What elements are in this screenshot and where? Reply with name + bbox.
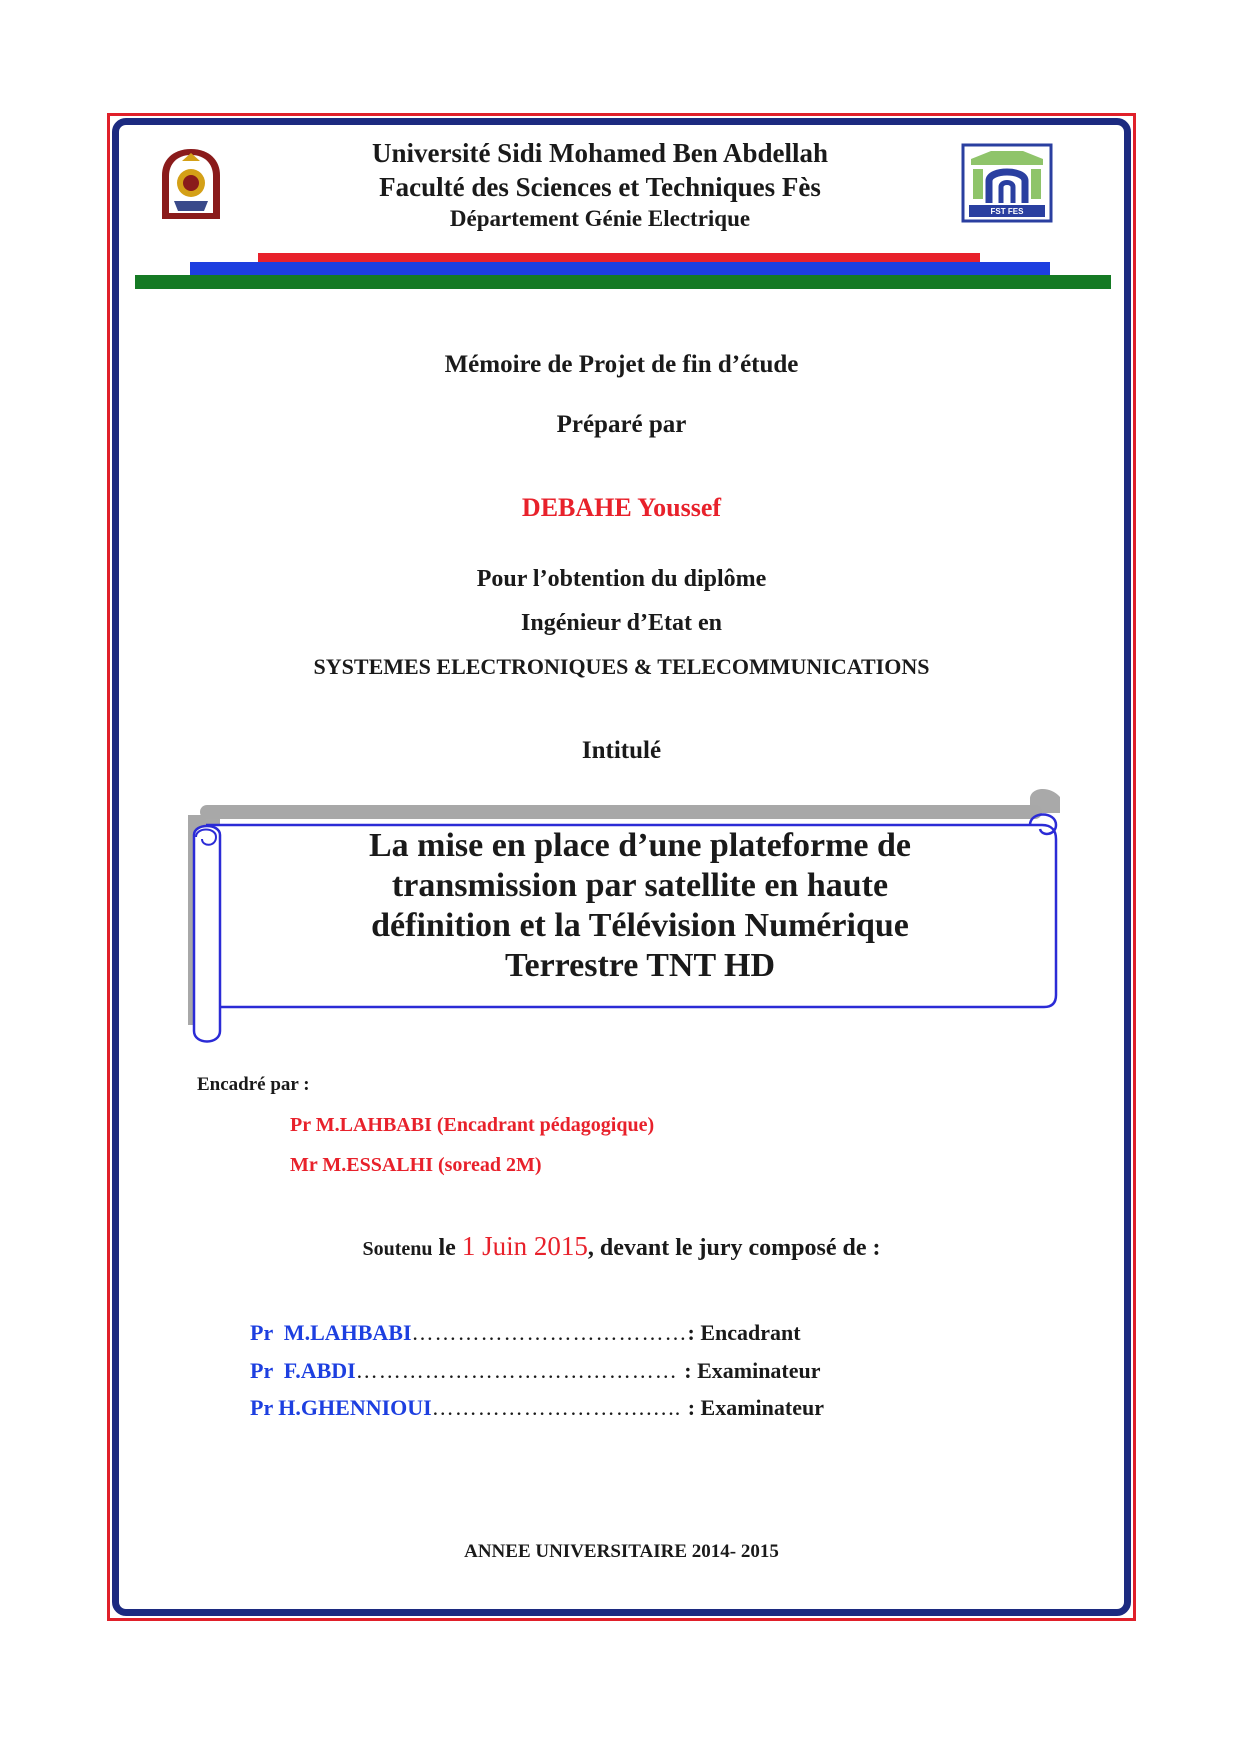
jury-dots: ……………………………………	[355, 1358, 685, 1383]
defense-le: le	[432, 1235, 462, 1261]
header-red-bar	[258, 253, 980, 262]
university-name: Université Sidi Mohamed Ben Abdellah	[371, 138, 829, 168]
supervisor-item: Mr M.ESSALHI (soread 2M)	[290, 1154, 542, 1176]
jury-member-role: : Encadrant	[687, 1320, 801, 1345]
intitule-label: Intitulé	[581, 737, 662, 764]
jury-row	[250, 1395, 824, 1421]
jury-member-role: : Examinateur	[687, 1395, 824, 1420]
faculty-name: Faculté des Sciences et Techniques Fès	[379, 172, 821, 202]
academic-year: ANNEE UNIVERSITAIRE 2014- 2015	[464, 1541, 779, 1562]
thesis-title-line: La mise en place d’une plateforme de	[368, 827, 912, 864]
defense-date: 1 Juin 2015	[461, 1231, 588, 1261]
defense-line	[112, 1231, 1131, 1262]
department-name: Département Génie Electrique	[449, 206, 751, 231]
diploma-line: Pour l’obtention du diplôme	[476, 566, 767, 592]
jury-member-name: Pr H.GHENNIOUI	[250, 1395, 432, 1420]
defense-prefix: Soutenu	[362, 1238, 433, 1260]
memoire-heading: Mémoire de Projet de fin d’étude	[444, 351, 799, 378]
jury-dots: ………………………………	[411, 1320, 688, 1345]
fst-fes-logo	[961, 143, 1053, 223]
jury-member-name: Pr M.LAHBABI	[250, 1320, 412, 1345]
thesis-title	[320, 826, 960, 986]
fst-fes-logo-text: FST FES	[990, 207, 1024, 216]
thesis-title-line: transmission par satellite en haute	[391, 867, 889, 904]
jury-member-role: : Examinateur	[684, 1358, 821, 1383]
supervisor-item: Pr M.LAHBABI (Encadrant pédagogique)	[290, 1114, 655, 1136]
jury-member-name: Pr F.ABDI	[250, 1358, 356, 1383]
jury-row	[250, 1358, 821, 1384]
author-name: DEBAHE Youssef	[521, 493, 722, 522]
university-emblem-logo	[152, 145, 230, 225]
header-blue-bar	[190, 262, 1050, 275]
specialty-line: SYSTEMES ELECTRONIQUES & TELECOMMUNICATIONS	[313, 654, 930, 679]
jury-row	[250, 1320, 801, 1346]
encadre-par-label: Encadré par :	[197, 1074, 310, 1095]
thesis-title-line: Terrestre TNT HD	[504, 947, 776, 984]
jury-dots: ……………………….…..	[431, 1395, 688, 1420]
engineer-line: Ingénieur d’Etat en	[521, 610, 722, 636]
header-green-bar	[135, 275, 1111, 289]
defense-suffix: , devant le jury composé de :	[587, 1235, 881, 1261]
thesis-title-line: définition et la Télévision Numérique	[371, 907, 909, 944]
prepare-par-label: Préparé par	[556, 411, 687, 438]
